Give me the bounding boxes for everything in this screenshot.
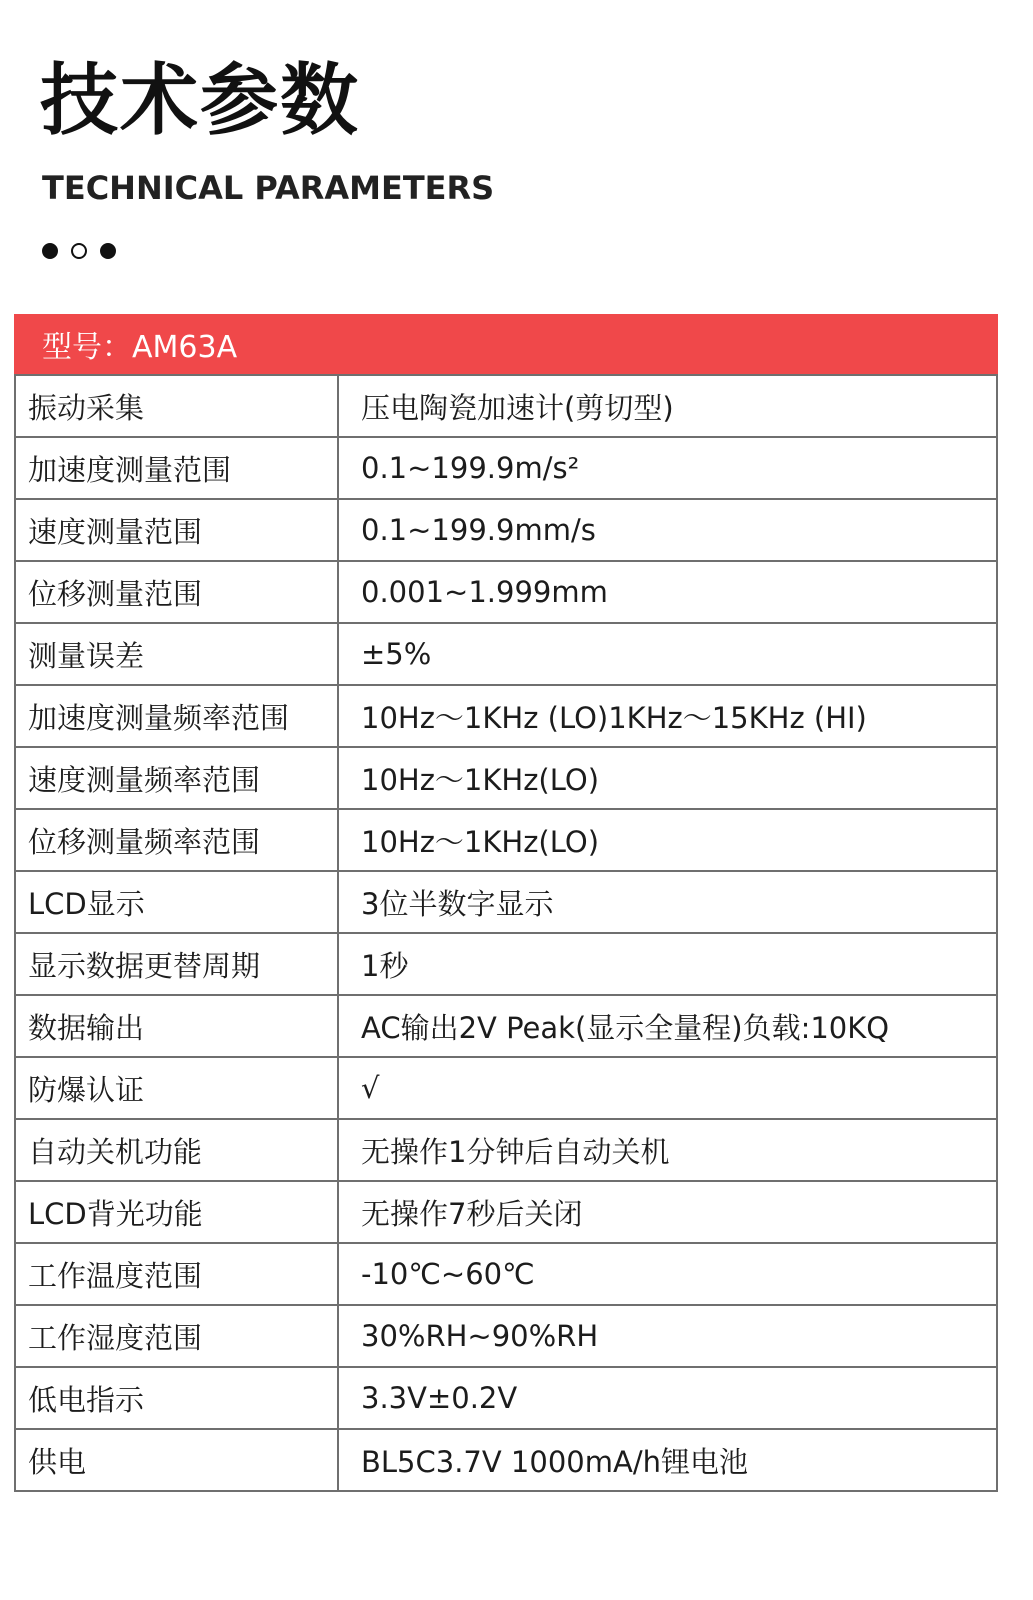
- spec-value: √: [338, 1057, 997, 1119]
- spec-value: 压电陶瓷加速计(剪切型): [338, 375, 997, 437]
- spec-value: AC输出2V Peak(显示全量程)负载:10KQ: [338, 995, 997, 1057]
- table-row: [15, 995, 997, 1057]
- spec-label: 防爆认证: [15, 1057, 338, 1119]
- spec-label: 数据输出: [15, 995, 338, 1057]
- table-row: [15, 871, 997, 933]
- spec-label: 工作湿度范围: [15, 1305, 338, 1367]
- table-row: [15, 1181, 997, 1243]
- spec-label: 显示数据更替周期: [15, 933, 338, 995]
- table-row: [15, 437, 997, 499]
- model-header: 型号：AM63A: [14, 314, 998, 374]
- spec-label: LCD显示: [15, 871, 338, 933]
- spec-label: 速度测量范围: [15, 499, 338, 561]
- spec-label: 测量误差: [15, 623, 338, 685]
- table-row: [15, 933, 997, 995]
- dot-filled-icon: [42, 243, 58, 259]
- spec-value: 10Hz～1KHz (LO)1KHz～15KHz (HI): [338, 685, 997, 747]
- spec-value: 无操作1分钟后自动关机: [338, 1119, 997, 1181]
- table-row: [15, 747, 997, 809]
- table-row: [15, 1057, 997, 1119]
- spec-label: 位移测量范围: [15, 561, 338, 623]
- decorative-dots: [42, 243, 116, 259]
- table-row: [15, 1367, 997, 1429]
- page-subtitle: TECHNICAL PARAMETERS: [42, 169, 495, 207]
- spec-value: 10Hz～1KHz(LO): [338, 747, 997, 809]
- spec-label: 加速度测量频率范围: [15, 685, 338, 747]
- table-row: [15, 499, 997, 561]
- dot-hollow-icon: [71, 243, 87, 259]
- spec-label: 自动关机功能: [15, 1119, 338, 1181]
- table-row: [15, 809, 997, 871]
- spec-value: 10Hz～1KHz(LO): [338, 809, 997, 871]
- spec-value: ±5%: [338, 623, 997, 685]
- table-row: [15, 1243, 997, 1305]
- spec-label: LCD背光功能: [15, 1181, 338, 1243]
- table-row: [15, 375, 997, 437]
- spec-value: 0.1~199.9m/s²: [338, 437, 997, 499]
- spec-value: 3位半数字显示: [338, 871, 997, 933]
- spec-table: [14, 374, 998, 1492]
- spec-value: 0.001~1.999mm: [338, 561, 997, 623]
- table-row: [15, 1305, 997, 1367]
- table-row: [15, 685, 997, 747]
- spec-value: 30%RH~90%RH: [338, 1305, 997, 1367]
- spec-label: 振动采集: [15, 375, 338, 437]
- spec-label: 工作温度范围: [15, 1243, 338, 1305]
- spec-value: 无操作7秒后关闭: [338, 1181, 997, 1243]
- spec-value: BL5C3.7V 1000mA/h锂电池: [338, 1429, 997, 1491]
- table-row: [15, 561, 997, 623]
- spec-label: 低电指示: [15, 1367, 338, 1429]
- table-row: [15, 1119, 997, 1181]
- table-row: [15, 623, 997, 685]
- spec-label: 位移测量频率范围: [15, 809, 338, 871]
- spec-label: 加速度测量范围: [15, 437, 338, 499]
- spec-value: 3.3V±0.2V: [338, 1367, 997, 1429]
- spec-label: 供电: [15, 1429, 338, 1491]
- spec-value: 1秒: [338, 933, 997, 995]
- spec-label: 速度测量频率范围: [15, 747, 338, 809]
- spec-table-container: [14, 314, 998, 1492]
- spec-value: -10℃~60℃: [338, 1243, 997, 1305]
- dot-filled-icon: [100, 243, 116, 259]
- spec-value: 0.1~199.9mm/s: [338, 499, 997, 561]
- page-title: 技术参数: [40, 56, 361, 146]
- table-row: [15, 1429, 997, 1491]
